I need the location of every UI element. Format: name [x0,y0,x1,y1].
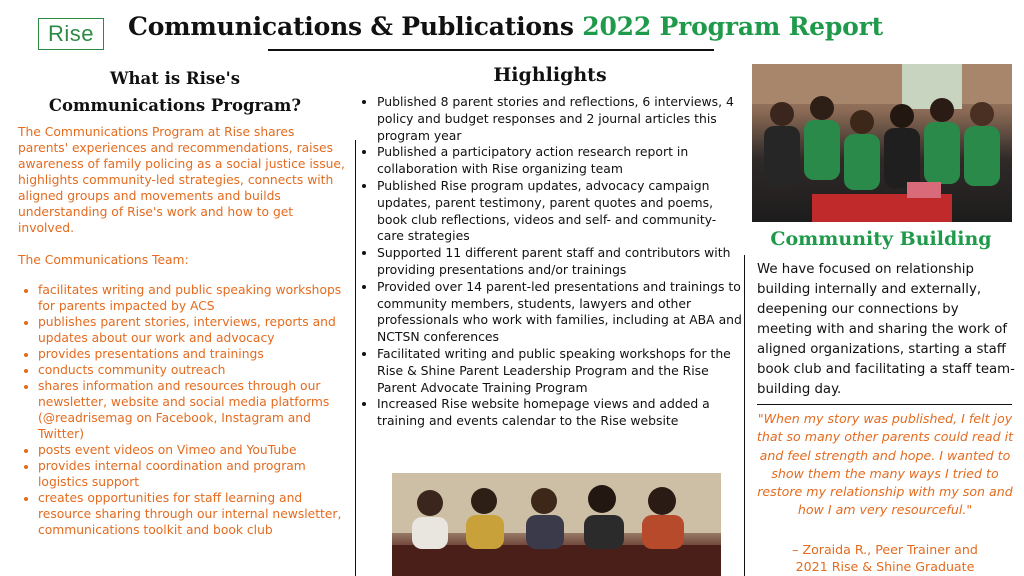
title-year: 2022 Program Report [582,12,883,41]
highlight-item: • Supported 11 different parent staff and contributors with providing presentations and/or trainings [377,245,742,279]
team-item: • conducts community outreach [38,362,346,378]
highlights-section [358,94,742,430]
community-building-heading: Community Building [770,228,992,250]
community-group-photo-art [752,64,1012,222]
team-list [18,282,346,538]
title-main: Communications & Publications [128,12,583,41]
program-heading [20,65,330,119]
team-item: • creates opportunities for staff learning and resource sharing through our internal newsletter, communications toolkit and book club [38,490,346,538]
team-item: • facilitates writing and public speaking workshops for parents impacted by ACS [38,282,346,314]
quote-divider [757,404,1012,405]
highlight-item: • Provided over 14 parent-led presentations and trainings to community members, students, lawyers and other professionals who work with families, including at ABA and NCTSN conferences [377,279,742,346]
page-title [128,12,883,41]
team-heading: The Communications Team: [18,253,189,267]
program-intro: The Communications Program at Rise shares parents' experiences and recommendations, raises awareness of family policing as a social justice issue, highlights community-led strategies, connects with aligned groups and movements and builds understanding of Rise's work and how to get involved. [18,125,345,235]
highlight-item: • Published 8 parent stories and reflections, 6 interviews, 4 policy and budget responses and 2 journal articles this program year [377,94,742,144]
attribution-line2: 2021 Rise & Shine Graduate [795,559,975,574]
team-item: • shares information and resources through our newsletter, website and social media platforms (@readrisemag on Facebook, Instagram and Twitter) [38,378,346,442]
community-building-text: We have focused on relationship building internally and externally, deepening our connections by meeting with and sharing the work of aligned organizations, starting a staff book club and facilitating a staff team-building day. [757,262,1015,397]
highlights-list [358,94,742,430]
community-group-photo [752,64,1012,222]
title-underline [268,49,714,51]
team-item: • provides internal coordination and program logistics support [38,458,346,490]
quote-attribution [748,541,1022,575]
team-item: • posts event videos on Vimeo and YouTube [38,442,346,458]
presentation-panel-photo-art [392,473,721,576]
team-item: • publishes parent stories, interviews, reports and updates about our work and advocacy [38,314,346,346]
column-divider-right [744,255,745,576]
parent-quote: "When my story was published, I felt joy that so many other parents could read it and feel strength and hope. I wanted to show them the many ways I tried to restore my relationship with my son and how I am very resourceful." [756,411,1014,518]
team-item: • provides presentations and trainings [38,346,346,362]
attribution-line1: – Zoraida R., Peer Trainer and [792,542,978,557]
highlight-item: • Published a participatory action research report in collaboration with Rise organizing team [377,144,742,178]
program-description [18,124,346,538]
highlights-heading: Highlights [493,64,607,86]
program-heading-line2: Communications Program? [48,96,302,115]
highlight-item: • Facilitated writing and public speaking workshops for the Rise & Shine Parent Leadership Program and the Rise Parent Advocate Training Program [377,346,742,396]
highlight-item: • Published Rise program updates, advocacy campaign updates, parent testimony, parent quotes and poems, book club reflections, videos and self- and community-care strategies [377,178,742,245]
program-heading-line1: What is Rise's [110,69,240,88]
column-divider-left [355,140,356,576]
presentation-panel-photo [392,473,721,576]
highlight-item: • Increased Rise website homepage views and added a training and events calendar to the Rise website [377,396,742,430]
rise-logo: Rise [38,18,104,50]
